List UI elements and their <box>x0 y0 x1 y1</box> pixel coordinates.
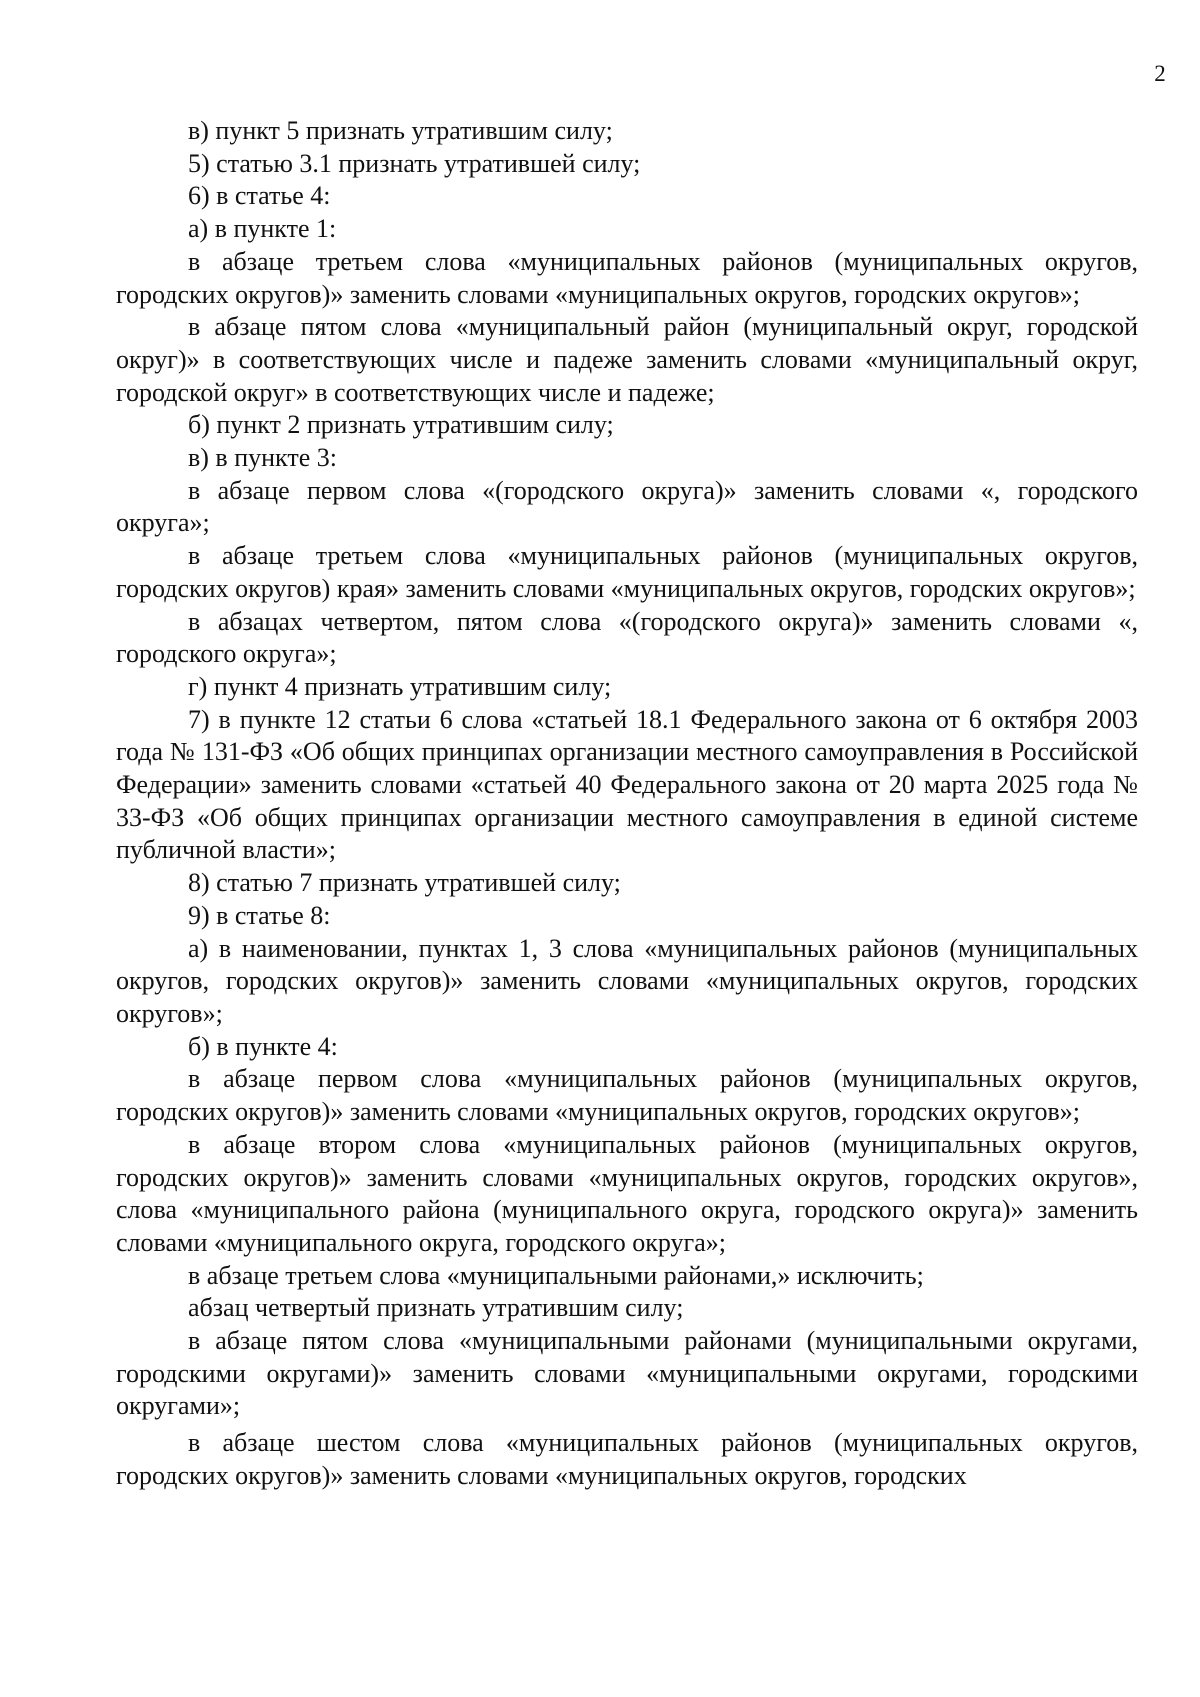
paragraph: абзац четвертый признать утратившим силу; <box>188 1293 684 1323</box>
paragraph: в абзаце третьем слова «муниципальными районами,» исключить; <box>188 1260 924 1290</box>
document-body <box>116 115 1138 1493</box>
paragraph: 5) статью 3.1 признать утратившей силу; <box>188 148 641 178</box>
paragraph: а) в наименовании, пунктах 1, 3 слова «муниципальных районов (муниципальных округов, городских округов)» заменить словами «муниципальных округов, городских округов»; <box>116 933 1138 1028</box>
paragraph: в абзаце третьем слова «муниципальных районов (муниципальных округов, городских округов)» заменить словами «муниципальных округов, городских округов»; <box>116 246 1138 309</box>
paragraph: в абзаце пятом слова «муниципальными районами (муниципальными округами, городскими округами)» заменить словами «муниципальными округами, городскими округами»; <box>116 1326 1138 1421</box>
paragraph: в абзаце пятом слова «муниципальный район (муниципальный округ, городской округ)» в соответствующих числе и падеже заменить словами «муниципальный округ, городской округ» в соответствующих числе и падеже; <box>116 312 1138 407</box>
paragraph: в абзаце первом слова «(городского округа)» заменить словами «, городского округа»; <box>116 475 1138 538</box>
paragraph: в) в пункте 3: <box>188 443 337 473</box>
paragraph: в абзаце втором слова «муниципальных районов (муниципальных округов, городских округов)» заменить словами «муниципальных округов, городских округов», слова «муниципального района (муниципального округа, городского округа)» заменить словами «муниципального округа, городского округа»; <box>116 1129 1138 1257</box>
paragraph: 7) в пункте 12 статьи 6 слова «статьей 18.1 Федерального закона от 6 октября 2003 года № 131-ФЗ «Об общих принципах организации местного самоуправления в Российской Федерации» заменить словами «статьей 40 Федерального закона от 20 марта 2025 года № 33-ФЗ «Об общих принципах организации местного самоуправления в единой системе публичной власти»; <box>116 704 1138 865</box>
paragraph: 6) в статье 4: <box>188 181 331 211</box>
paragraph: 8) статью 7 признать утратившей силу; <box>188 868 621 898</box>
paragraph: а) в пункте 1: <box>188 214 337 244</box>
paragraph: б) в пункте 4: <box>188 1031 338 1061</box>
paragraph: в абзаце шестом слова «муниципальных районов (муниципальных округов, городских округов)» заменить словами «муниципальных округов, городских <box>116 1428 1138 1490</box>
paragraph: б) пункт 2 признать утратившим силу; <box>188 410 614 440</box>
paragraph: в) пункт 5 признать утратившим силу; <box>188 116 613 145</box>
paragraph: в абзацах четвертом, пятом слова «(городского округа)» заменить словами «, городского округа»; <box>116 606 1138 669</box>
paragraph: г) пункт 4 признать утратившим силу; <box>188 671 612 701</box>
paragraph: в абзаце первом слова «муниципальных районов (муниципальных округов, городских округов)» заменить словами «муниципальных округов, городских округов»; <box>116 1064 1138 1127</box>
page-number: 2 <box>1154 61 1166 86</box>
paragraph: в абзаце третьем слова «муниципальных районов (муниципальных округов, городских округов) края» заменить словами «муниципальных округов, городских округов»; <box>116 541 1138 603</box>
paragraph: 9) в статье 8: <box>188 900 331 930</box>
